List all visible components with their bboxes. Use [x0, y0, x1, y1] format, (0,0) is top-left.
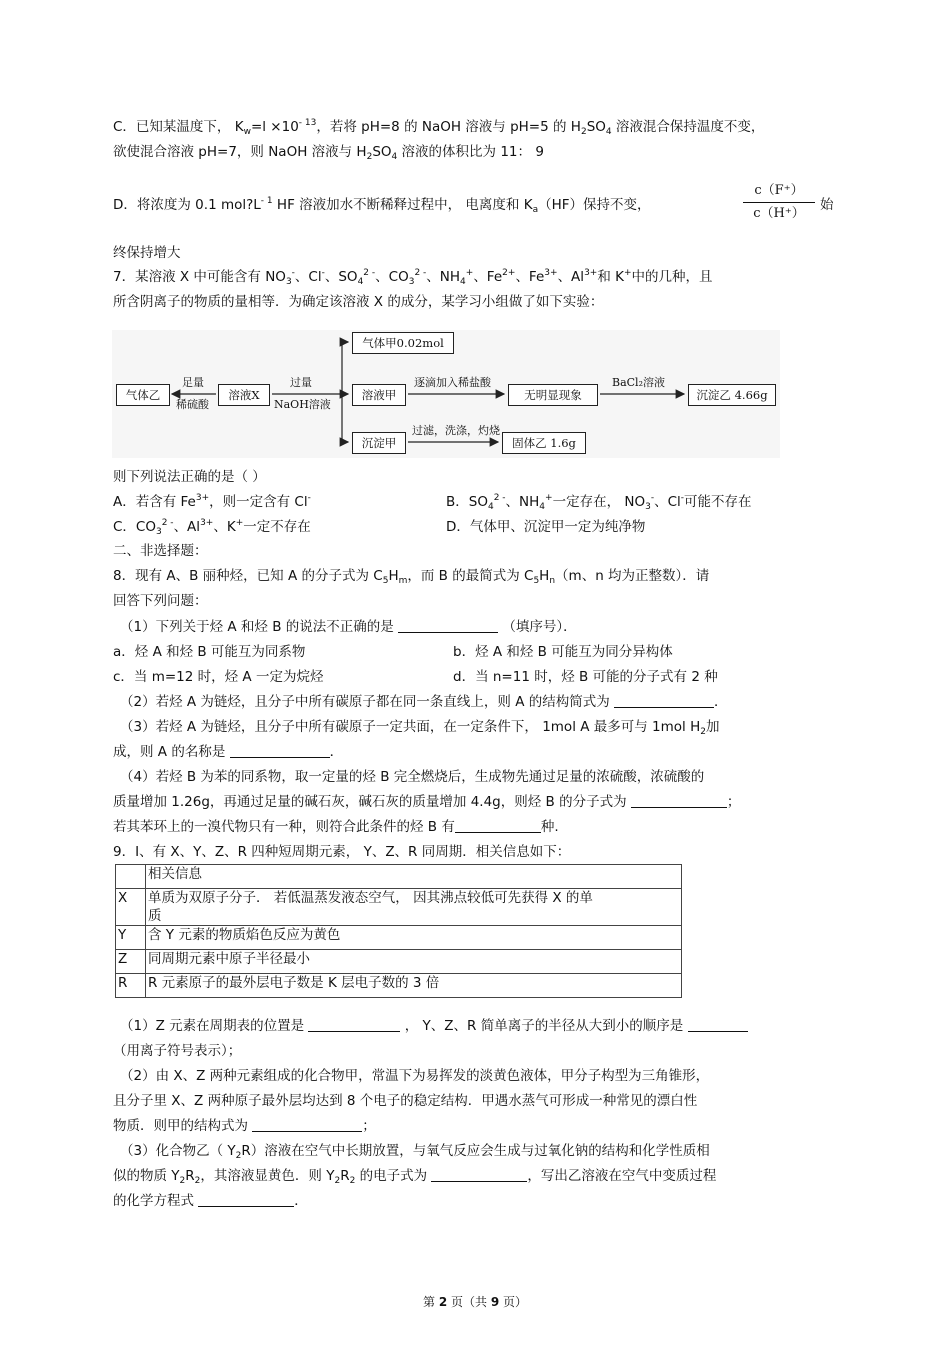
q9-part3-line3	[113, 1192, 308, 1210]
text: B．SO	[446, 494, 488, 510]
sub: 4	[357, 277, 364, 287]
q8-option-b: b．烃 A 和烃 B 可能互为同分异构体	[453, 644, 673, 660]
q9-part2-line3	[113, 1117, 376, 1135]
text: R）溶液在空气中长期放置，与氧气反应会生成与过氧化钠的结构和化学性质相	[241, 1143, 710, 1159]
sup: - 1	[260, 196, 273, 206]
q9-part1	[120, 1017, 748, 1035]
box-solution-x: 溶液X	[218, 384, 270, 406]
sub: 2	[366, 152, 373, 162]
page-footer	[0, 1294, 950, 1310]
q8-line1	[113, 567, 709, 585]
sup: 2+	[502, 268, 516, 278]
table-cell: 同周期元素中原子半径最小	[146, 950, 682, 974]
label-naoh-solution: NaOH溶液	[274, 398, 331, 411]
q8-line2: 回答下列问题：	[113, 593, 208, 609]
option-c-line1	[113, 118, 764, 136]
text: 若其苯环上的一溴代物只有一种，则符合此条件的烃 B 有	[113, 819, 455, 835]
fraction-denominator: c（H⁺）	[753, 205, 805, 221]
sup: -	[650, 493, 655, 503]
text: 第	[422, 1295, 439, 1309]
q9-part3-line1	[120, 1142, 710, 1160]
box-no-change: 无明显现象	[508, 384, 598, 406]
answer-blank[interactable]	[198, 1194, 294, 1207]
answer-blank[interactable]	[455, 820, 541, 833]
q8-part3-line2: 成，则 A 的名称是 ．	[113, 744, 344, 760]
text: 可能不存在	[684, 494, 752, 510]
sup: -	[307, 493, 311, 503]
text: 页）	[499, 1295, 527, 1309]
section-2-heading: 二、非选择题：	[113, 543, 208, 559]
text: 溶液的体积比为 11： 9	[397, 144, 544, 160]
text: 7．某溶液 X 中可能含有 NO	[113, 269, 286, 285]
table-cell	[146, 889, 682, 926]
sub: 5	[382, 576, 389, 586]
text: 页（共	[447, 1295, 491, 1309]
text: （1）下列关于烃 A 和烃 B 的说法不正确的是	[120, 619, 394, 635]
label-add-hcl: 逐滴加入稀盐酸	[414, 376, 491, 389]
table-header: 相关信息	[146, 865, 682, 889]
text: 质	[148, 908, 162, 925]
text: （填序号）．	[502, 619, 577, 635]
sup: -	[291, 268, 295, 278]
sub: 4	[460, 277, 466, 287]
text: SO	[372, 144, 392, 160]
text: C．CO	[113, 519, 156, 535]
q8-part2: （2）若烃 A 为链烃，且分子中所有碳原子都在同一条直线上，则 A 的结构简式为 ．	[120, 694, 728, 710]
q8-option-a: a．烃 A 和烃 B 可能互为同系物	[113, 644, 306, 660]
q9-part1-line2: （用离子符号表示）；	[113, 1043, 242, 1059]
sub: 4	[605, 127, 612, 137]
sub: 2	[334, 1176, 341, 1186]
sub: 2	[179, 1176, 186, 1186]
box-precipitate-yi: 沉淀乙 4.66g	[688, 384, 776, 406]
q7-option-a	[113, 493, 311, 511]
text: 单质为双原子分子． 若低温蒸发液态空气， 因其沸点较低可先获得 X 的单	[148, 890, 593, 906]
sup: 2 -	[161, 518, 174, 528]
text: （3）化合物乙（ Y	[120, 1143, 236, 1159]
q7-question: 则下列说法正确的是（ ）	[113, 469, 266, 485]
text: 、NH	[426, 269, 461, 285]
sub: 3	[155, 527, 162, 537]
sub: 2	[580, 127, 587, 137]
sup: -	[680, 493, 685, 503]
sub: w	[243, 127, 251, 137]
table-row	[116, 926, 682, 950]
text: 种.	[540, 819, 559, 835]
text: （2）若烃 A 为链烃，且分子中所有碳原子都在同一条直线上，则 A 的结构简式为	[120, 694, 610, 710]
sup: +	[465, 268, 474, 278]
sub: 3	[408, 277, 415, 287]
text: 质量增加 1.26g，再通过足量的碱石灰，碱石灰的质量增加 4.4g，则烃 B 的分子式为	[113, 794, 627, 810]
sup: +	[545, 493, 553, 503]
text: 、Cl	[294, 269, 322, 285]
text: 加	[705, 719, 720, 735]
q8-option-d: d．当 n=11 时，烃 B 可能的分子式有 2 种	[453, 669, 718, 685]
text: A．若含有 Fe	[113, 494, 196, 510]
text: ，其溶液显黄色．则 Y	[200, 1168, 335, 1184]
sub: 2	[235, 1151, 242, 1161]
text: 一定不存在	[243, 519, 311, 535]
fraction-f-over-h	[743, 182, 815, 222]
table-cell: 含 Y 元素的物质焰色反应为黄色	[146, 926, 682, 950]
sup: -	[321, 268, 325, 278]
text: D．将浓度为 0.1 mol?L	[113, 197, 261, 213]
text: 的化学方程式	[113, 1193, 194, 1209]
text: 、Al	[557, 269, 585, 285]
text: 成，则 A 的名称是	[113, 744, 226, 760]
table-row	[116, 950, 682, 974]
text: H	[388, 568, 399, 584]
sup: 3+	[584, 268, 598, 278]
option-d-line1	[113, 196, 651, 214]
q9-part2-line2: 且分子里 X、Z 两种原子最外层均达到 8 个电子的稳定结构．甲遇水蒸气可形成一种常见的漂白性	[113, 1093, 698, 1109]
table-cell	[116, 865, 146, 889]
text: （HF）保持不变，	[538, 197, 651, 213]
answer-blank[interactable]	[614, 695, 714, 708]
label-excess: 足量	[182, 376, 204, 389]
label-excess-2: 过量	[290, 376, 312, 389]
text: ， Y、Z、R 简单离子的半径从大到小的顺序是	[404, 1018, 684, 1034]
sub: m	[398, 576, 408, 586]
q8-part3	[120, 718, 719, 736]
table-row	[116, 974, 682, 998]
page-number: 2	[438, 1295, 448, 1309]
sup: +	[624, 268, 632, 278]
sub: 4	[487, 502, 494, 512]
table-cell: R	[116, 974, 146, 998]
q8-option-c: c．当 m=12 时，烃 A 一定为烷烃	[113, 669, 324, 685]
text: （1）Z 元素在周期表的位置是	[120, 1018, 305, 1034]
text: R	[185, 1168, 195, 1184]
text: 一定存在， NO	[552, 494, 646, 510]
text: 、K	[213, 519, 236, 535]
q8-part4-line2: 质量增加 1.26g，再通过足量的碱石灰，碱石灰的质量增加 4.4g，则烃 B 的分子式为 ；	[113, 794, 741, 810]
sup: 2 -	[493, 493, 506, 503]
text: ，而 B 的最简式为 C	[407, 568, 534, 584]
text: 、CO	[375, 269, 409, 285]
answer-blank[interactable]	[398, 620, 498, 633]
fraction-numerator: c（F⁺）	[743, 182, 815, 203]
text: ，则一定含有 Cl	[209, 494, 308, 510]
text: 始	[820, 197, 834, 213]
sup: 3+	[200, 518, 214, 528]
text: R	[340, 1168, 350, 1184]
answer-blank[interactable]	[308, 1019, 400, 1032]
text: 、SO	[324, 269, 358, 285]
element-info-table	[115, 864, 682, 998]
box-solid-yi: 固体乙 1.6g	[502, 432, 586, 454]
answer-blank[interactable]	[688, 1019, 748, 1032]
sub: 2	[194, 1176, 201, 1186]
text: ；	[362, 1118, 376, 1134]
text: HF 溶液加水不断稀释过程中， 电离度和 K	[272, 197, 533, 213]
text: 的电子式为	[355, 1168, 428, 1184]
text: 、Cl	[654, 494, 681, 510]
box-solution-jia: 溶液甲	[352, 384, 406, 406]
sub: 2	[349, 1176, 356, 1186]
page-total: 9	[490, 1295, 500, 1309]
sup: +	[235, 518, 244, 528]
q8-part4-line3	[113, 818, 559, 836]
label-filter-wash-ignite: 过滤，洗涤，灼烧	[412, 424, 500, 437]
text: （3）若烃 A 为链烃，且分子中所有碳原子一定共面，在一定条件下， 1mol A 最多可与 1mol H	[120, 719, 701, 735]
text: ，若将 pH=8 的 NaOH 溶液与 pH=5 的 H	[316, 119, 581, 135]
sub: 3	[645, 502, 651, 512]
label-bacl2-solution: BaCl₂溶液	[612, 376, 665, 389]
table-cell: X	[116, 889, 146, 926]
text: 、NH	[505, 494, 540, 510]
option-d-line2: 终保持增大	[113, 245, 181, 261]
table-row	[116, 889, 682, 926]
q9-part3-line2	[113, 1167, 716, 1185]
q7-line2: 所含阴离子的物质的量相等．为确定该溶液 X 的成分，某学习小组做了如下实验：	[113, 294, 604, 310]
table-cell: R 元素原子的最外层电子数是 K 层电子数的 3 倍	[146, 974, 682, 998]
text: 中的几种，且	[631, 269, 713, 285]
text: 、Al	[173, 519, 201, 535]
option-c-line2	[113, 143, 544, 161]
sub: n	[549, 576, 556, 586]
text: =l ×10	[250, 119, 299, 135]
q9-line1: 9．Ⅰ、有 X、Y、Z、R 四种短周期元素， Y、Z、R 同周期．相关信息如下：	[113, 844, 571, 860]
answer-blank[interactable]	[230, 745, 330, 758]
box-gas-yi: 气体乙	[116, 384, 170, 406]
text: H	[539, 568, 550, 584]
sub: 4	[391, 152, 398, 162]
text: ．	[294, 1193, 308, 1209]
text: 8．现有 A、B 丽种烃，已知 A 的分子式为 C	[113, 568, 383, 584]
q9-part2-line1: （2）由 X、Z 两种元素组成的化合物甲，常温下为易挥发的淡黄色液体，甲分子构型为三角锥形，	[120, 1068, 710, 1084]
text: 、Fe	[473, 269, 503, 285]
box-precipitate-jia: 沉淀甲	[352, 432, 406, 454]
sub: 4	[539, 502, 546, 512]
sup: 2 -	[414, 268, 427, 278]
q7-option-d: D．气体甲、沉淀甲一定为纯净物	[446, 519, 646, 535]
q8-part1	[120, 618, 577, 636]
box-gas-jia: 气体甲0.02mol	[352, 332, 454, 354]
text: 溶液混合保持温度不变，	[611, 119, 765, 135]
table-cell: Y	[116, 926, 146, 950]
text: 和 K	[597, 269, 624, 285]
sub: 2	[700, 727, 706, 737]
sup: - 13	[298, 118, 317, 128]
sup: 3+	[544, 268, 558, 278]
sub: 5	[533, 576, 540, 586]
q8-part4-line1: （4）若烃 B 为苯的同系物，取一定量的烃 B 完全燃烧后，生成物先通过足量的浓硫酸，浓硫酸的	[120, 769, 705, 785]
sub: 3	[285, 277, 292, 287]
table-row	[116, 865, 682, 889]
q7-option-b	[446, 493, 752, 511]
text: 似的物质 Y	[113, 1168, 180, 1184]
label-dilute-h2so4: 稀硫酸	[176, 398, 209, 411]
q7-option-c	[113, 518, 311, 536]
answer-blank[interactable]	[431, 1169, 527, 1182]
sup: 3+	[195, 493, 210, 503]
table-cell: Z	[116, 950, 146, 974]
sup: 2 -	[363, 268, 376, 278]
answer-blank[interactable]	[631, 795, 727, 808]
answer-blank[interactable]	[252, 1119, 362, 1132]
text: 欲使混合溶液 pH=7，则 NaOH 溶液与 H	[113, 144, 367, 160]
text: （m、n 均为正整数）．请	[555, 568, 710, 584]
experiment-flow-diagram	[112, 330, 780, 458]
text: 、Fe	[515, 269, 545, 285]
text: C．已知某温度下， K	[113, 119, 244, 135]
q7-line1	[113, 268, 713, 286]
text: SO	[586, 119, 606, 135]
sub: a	[532, 205, 539, 215]
text: ，写出乙溶液在空气中变质过程	[527, 1168, 717, 1184]
text: 物质．则甲的结构式为	[113, 1118, 248, 1134]
